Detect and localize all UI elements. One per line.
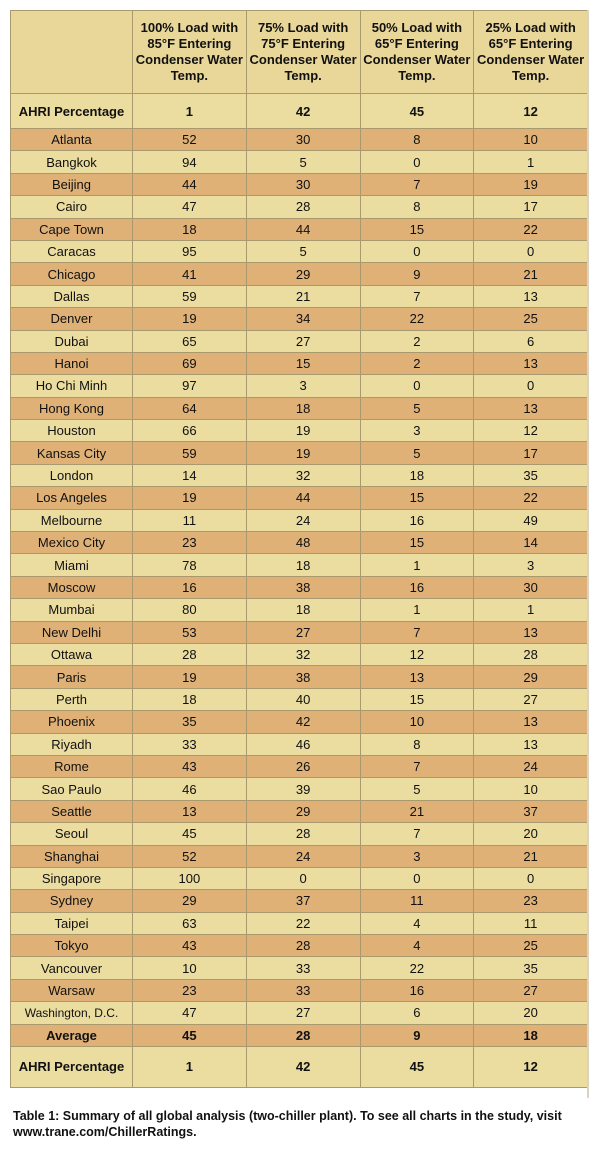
cell: 38 (246, 666, 360, 688)
cell: 48 (246, 532, 360, 554)
table-row (11, 912, 588, 934)
cell: 20 (474, 1002, 588, 1024)
cell: 95 (133, 240, 247, 262)
cell: 13 (474, 397, 588, 419)
cell: 5 (360, 397, 474, 419)
table-row (11, 464, 588, 486)
cell: 12 (474, 420, 588, 442)
cell: 27 (246, 330, 360, 352)
summary-table (10, 10, 588, 1088)
cell: 13 (360, 666, 474, 688)
cell: 19 (246, 442, 360, 464)
city-name: Vancouver (11, 957, 133, 979)
city-name: London (11, 464, 133, 486)
table-row (11, 845, 588, 867)
cell: 0 (360, 151, 474, 173)
city-name: Seoul (11, 823, 133, 845)
cell: 52 (133, 845, 247, 867)
cell: 22 (246, 912, 360, 934)
cell: 5 (360, 778, 474, 800)
cell: 21 (246, 285, 360, 307)
cell: 34 (246, 308, 360, 330)
cell: 29 (474, 666, 588, 688)
cell: 69 (133, 352, 247, 374)
cell: 26 (246, 755, 360, 777)
cell: 18 (246, 599, 360, 621)
cell: 43 (133, 755, 247, 777)
cell: 3 (360, 845, 474, 867)
cell: 10 (360, 711, 474, 733)
cell: 1 (474, 151, 588, 173)
city-name: Dallas (11, 285, 133, 307)
city-name: Melbourne (11, 509, 133, 531)
cell: 45 (360, 1046, 474, 1087)
cell: 30 (474, 576, 588, 598)
cell: 35 (474, 957, 588, 979)
cell: 27 (246, 1002, 360, 1024)
table-row (11, 643, 588, 665)
cell: 22 (360, 957, 474, 979)
cell: 15 (360, 487, 474, 509)
cell: 1 (133, 94, 247, 129)
table-row (11, 890, 588, 912)
cell: 17 (474, 442, 588, 464)
cell: 24 (246, 509, 360, 531)
cell: 13 (474, 711, 588, 733)
city-name: Cape Town (11, 218, 133, 240)
cell: 1 (474, 599, 588, 621)
cell: 0 (474, 375, 588, 397)
cell: 33 (246, 957, 360, 979)
cell: 11 (360, 890, 474, 912)
cell: 33 (133, 733, 247, 755)
table-row (11, 778, 588, 800)
city-name: Miami (11, 554, 133, 576)
city-name: Riyadh (11, 733, 133, 755)
cell: 47 (133, 1002, 247, 1024)
cell: 63 (133, 912, 247, 934)
cell: 11 (133, 509, 247, 531)
cell: 15 (360, 218, 474, 240)
cell: 18 (133, 688, 247, 710)
cell: 13 (133, 800, 247, 822)
table-footer (11, 1024, 588, 1087)
cell: 59 (133, 285, 247, 307)
table-row (11, 823, 588, 845)
cell: 40 (246, 688, 360, 710)
cell: 78 (133, 554, 247, 576)
cell: 14 (474, 532, 588, 554)
cell: 29 (246, 263, 360, 285)
table-row (11, 129, 588, 151)
cell: 5 (246, 240, 360, 262)
cell: 33 (246, 979, 360, 1001)
city-name: Denver (11, 308, 133, 330)
cell: 42 (246, 94, 360, 129)
table-row (11, 979, 588, 1001)
city-name: Perth (11, 688, 133, 710)
table-row (11, 800, 588, 822)
ahri-percentage-row-top (11, 94, 588, 129)
cell: 22 (474, 218, 588, 240)
table-row (11, 218, 588, 240)
city-name: Sao Paulo (11, 778, 133, 800)
cell: 8 (360, 196, 474, 218)
city-name: Ottawa (11, 643, 133, 665)
cell: 1 (360, 599, 474, 621)
cell: 53 (133, 621, 247, 643)
cell: 3 (246, 375, 360, 397)
cell: 28 (474, 643, 588, 665)
city-name: Kansas City (11, 442, 133, 464)
cell: 35 (474, 464, 588, 486)
table-row (11, 173, 588, 195)
table-caption: Table 1: Summary of all global analysis (two-chiller plant). To see all charts in the study, visit www.trane.com/ChillerRatings. (13, 1109, 562, 1139)
cell: 46 (133, 778, 247, 800)
cell: 21 (474, 263, 588, 285)
cell: 6 (360, 1002, 474, 1024)
cell: 0 (474, 867, 588, 889)
cell: 3 (360, 420, 474, 442)
cell: 10 (474, 129, 588, 151)
cell: 10 (474, 778, 588, 800)
cell: 15 (360, 532, 474, 554)
table-row (11, 330, 588, 352)
cell: 39 (246, 778, 360, 800)
cell: 19 (133, 308, 247, 330)
table-row (11, 935, 588, 957)
cell: 13 (474, 621, 588, 643)
cell: 46 (246, 733, 360, 755)
cell: 49 (474, 509, 588, 531)
cell: 8 (360, 129, 474, 151)
cell: 21 (360, 800, 474, 822)
cell: 22 (360, 308, 474, 330)
city-name: Taipei (11, 912, 133, 934)
table-row (11, 285, 588, 307)
table-row (11, 352, 588, 374)
table-row (11, 666, 588, 688)
cell: 27 (474, 688, 588, 710)
city-name: Phoenix (11, 711, 133, 733)
cell: 59 (133, 442, 247, 464)
cell: 32 (246, 643, 360, 665)
cell: 19 (246, 420, 360, 442)
cell: 35 (133, 711, 247, 733)
cell: 29 (133, 890, 247, 912)
cell: 28 (246, 196, 360, 218)
cell: 80 (133, 599, 247, 621)
cell: 18 (360, 464, 474, 486)
cell: 1 (360, 554, 474, 576)
cell: 45 (360, 94, 474, 129)
cell: 22 (474, 487, 588, 509)
city-name: Los Angeles (11, 487, 133, 509)
cell: 0 (360, 867, 474, 889)
city-name: Washington, D.C. (11, 1002, 133, 1024)
cell: 8 (360, 733, 474, 755)
cell: 24 (474, 755, 588, 777)
cell: 27 (474, 979, 588, 1001)
cell: 42 (246, 711, 360, 733)
city-name: Houston (11, 420, 133, 442)
city-name: Hanoi (11, 352, 133, 374)
cell: 13 (474, 285, 588, 307)
table-row (11, 755, 588, 777)
cell: 27 (246, 621, 360, 643)
cell: 0 (246, 867, 360, 889)
cell: 45 (133, 1024, 247, 1046)
cell: 23 (133, 532, 247, 554)
table-row (11, 621, 588, 643)
cell: 7 (360, 823, 474, 845)
cell: 10 (133, 957, 247, 979)
header-100-load: 100% Load with 85°F Entering Condenser Water Temp. (133, 11, 247, 94)
table-row (11, 957, 588, 979)
cell: 18 (246, 397, 360, 419)
cell: 14 (133, 464, 247, 486)
cell: 23 (133, 979, 247, 1001)
table-body (11, 94, 588, 1025)
cell: 41 (133, 263, 247, 285)
cell: 16 (360, 509, 474, 531)
cell: 15 (360, 688, 474, 710)
city-name: Caracas (11, 240, 133, 262)
cell: 12 (474, 94, 588, 129)
table-row (11, 487, 588, 509)
table-row (11, 397, 588, 419)
city-name: Cairo (11, 196, 133, 218)
cell: 17 (474, 196, 588, 218)
city-name: Shanghai (11, 845, 133, 867)
city-name: Warsaw (11, 979, 133, 1001)
header-corner (11, 11, 133, 94)
cell: 44 (246, 487, 360, 509)
table-row (11, 867, 588, 889)
table-row (11, 375, 588, 397)
city-name: New Delhi (11, 621, 133, 643)
cell: 0 (474, 240, 588, 262)
cell: 19 (133, 666, 247, 688)
cell: 100 (133, 867, 247, 889)
cell: 5 (360, 442, 474, 464)
cell: 28 (246, 935, 360, 957)
cell: 19 (474, 173, 588, 195)
table-row (11, 151, 588, 173)
cell: 12 (474, 1046, 588, 1087)
cell: 44 (246, 218, 360, 240)
cell: 44 (133, 173, 247, 195)
header-50-load: 50% Load with 65°F Entering Condenser Water Temp. (360, 11, 474, 94)
cell: 16 (360, 576, 474, 598)
city-name: Dubai (11, 330, 133, 352)
table-row (11, 196, 588, 218)
cell: 13 (474, 733, 588, 755)
cell: 65 (133, 330, 247, 352)
cell: 28 (246, 1024, 360, 1046)
table-row (11, 576, 588, 598)
cell: 30 (246, 173, 360, 195)
row-label: AHRI Percentage (11, 1046, 133, 1087)
city-name: Hong Kong (11, 397, 133, 419)
cell: 3 (474, 554, 588, 576)
cell: 7 (360, 173, 474, 195)
cell: 97 (133, 375, 247, 397)
cell: 18 (474, 1024, 588, 1046)
cell: 25 (474, 935, 588, 957)
city-name: Rome (11, 755, 133, 777)
cell: 43 (133, 935, 247, 957)
city-name: Mexico City (11, 532, 133, 554)
cell: 9 (360, 1024, 474, 1046)
cell: 2 (360, 330, 474, 352)
city-name: Bangkok (11, 151, 133, 173)
table-row (11, 263, 588, 285)
cell: 15 (246, 352, 360, 374)
cell: 21 (474, 845, 588, 867)
cell: 18 (133, 218, 247, 240)
cell: 32 (246, 464, 360, 486)
table-row (11, 240, 588, 262)
cell: 42 (246, 1046, 360, 1087)
cell: 0 (360, 375, 474, 397)
cell: 5 (246, 151, 360, 173)
cell: 94 (133, 151, 247, 173)
cell: 4 (360, 912, 474, 934)
cell: 30 (246, 129, 360, 151)
cell: 7 (360, 755, 474, 777)
cell: 9 (360, 263, 474, 285)
cell: 45 (133, 823, 247, 845)
city-name: Moscow (11, 576, 133, 598)
header-row (11, 11, 588, 94)
cell: 28 (246, 823, 360, 845)
cell: 52 (133, 129, 247, 151)
city-name: Ho Chi Minh (11, 375, 133, 397)
cell: 6 (474, 330, 588, 352)
right-edge-shadow (587, 10, 589, 1098)
cell: 20 (474, 823, 588, 845)
cell: 16 (360, 979, 474, 1001)
table-row (11, 420, 588, 442)
cell: 13 (474, 352, 588, 374)
city-name: Seattle (11, 800, 133, 822)
cell: 7 (360, 621, 474, 643)
table-row (11, 442, 588, 464)
city-name: Singapore (11, 867, 133, 889)
cell: 37 (246, 890, 360, 912)
city-name: Paris (11, 666, 133, 688)
table-row (11, 733, 588, 755)
table-row (11, 599, 588, 621)
cell: 19 (133, 487, 247, 509)
average-row (11, 1024, 588, 1046)
cell: 1 (133, 1046, 247, 1087)
city-name: Chicago (11, 263, 133, 285)
row-label: Average (11, 1024, 133, 1046)
cell: 38 (246, 576, 360, 598)
header-75-load: 75% Load with 75°F Entering Condenser Water Temp. (246, 11, 360, 94)
header-25-load: 25% Load with 65°F Entering Condenser Water Temp. (474, 11, 588, 94)
cell: 0 (360, 240, 474, 262)
cell: 4 (360, 935, 474, 957)
city-name: Sydney (11, 890, 133, 912)
cell: 25 (474, 308, 588, 330)
row-label: AHRI Percentage (11, 94, 133, 129)
cell: 66 (133, 420, 247, 442)
table-row (11, 308, 588, 330)
city-name: Mumbai (11, 599, 133, 621)
city-name: Atlanta (11, 129, 133, 151)
table-row (11, 509, 588, 531)
cell: 64 (133, 397, 247, 419)
table-row (11, 711, 588, 733)
table-row (11, 1002, 588, 1024)
cell: 7 (360, 285, 474, 307)
cell: 23 (474, 890, 588, 912)
summary-table-container (10, 10, 587, 1088)
cell: 18 (246, 554, 360, 576)
table-row (11, 532, 588, 554)
city-name: Tokyo (11, 935, 133, 957)
cell: 2 (360, 352, 474, 374)
cell: 16 (133, 576, 247, 598)
cell: 29 (246, 800, 360, 822)
cell: 37 (474, 800, 588, 822)
cell: 11 (474, 912, 588, 934)
ahri-percentage-row-bottom (11, 1046, 588, 1087)
table-row (11, 554, 588, 576)
cell: 12 (360, 643, 474, 665)
table-row (11, 688, 588, 710)
city-name: Beijing (11, 173, 133, 195)
cell: 24 (246, 845, 360, 867)
cell: 28 (133, 643, 247, 665)
cell: 47 (133, 196, 247, 218)
